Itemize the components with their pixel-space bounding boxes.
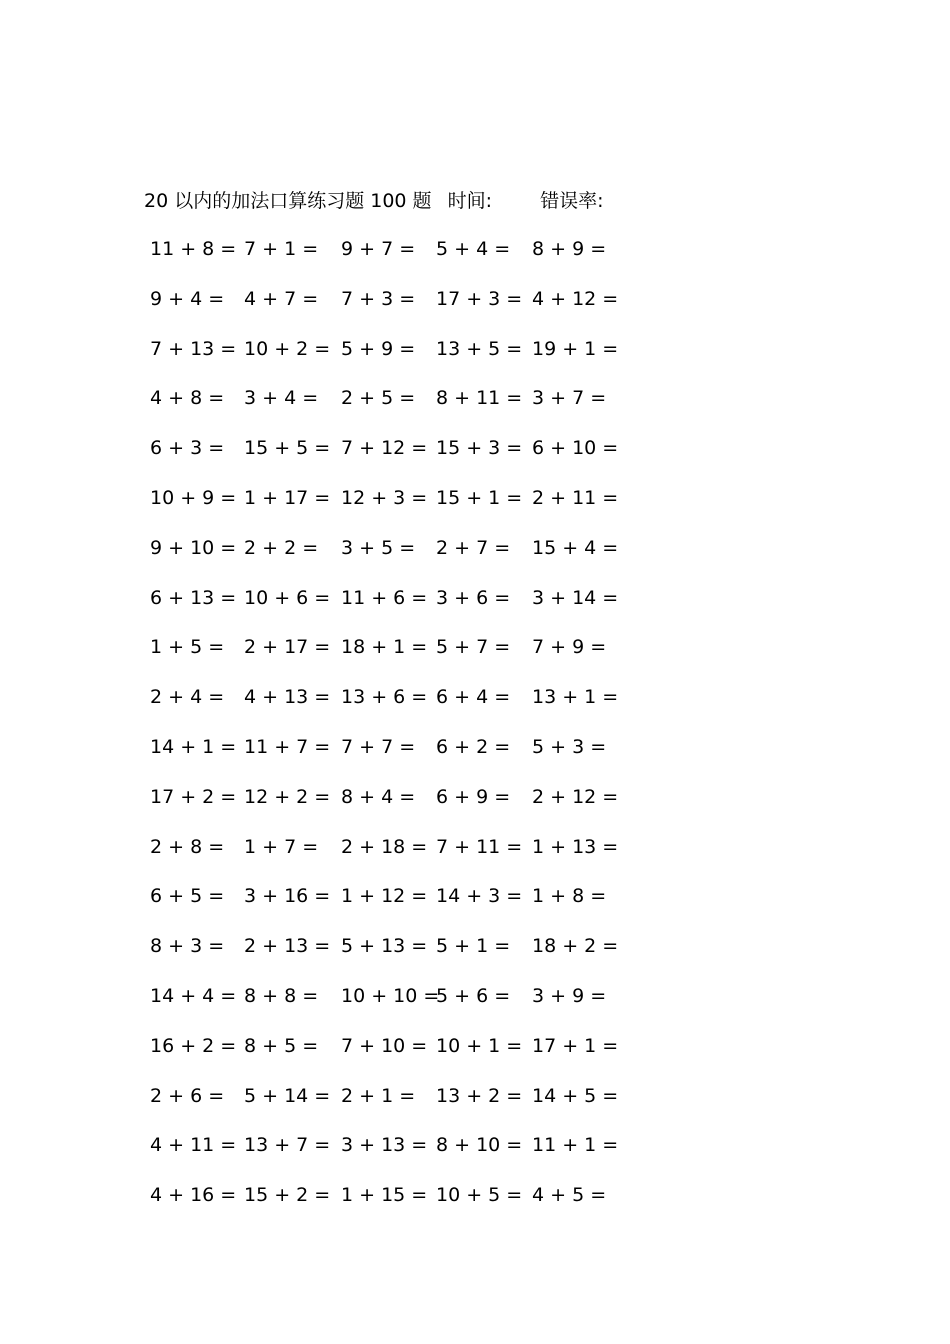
problem-row — [0, 532, 950, 582]
problem-cell: 11 + 8 = — [150, 238, 237, 260]
problem-row — [0, 1129, 950, 1179]
problem-cell: 5 + 14 = — [244, 1084, 331, 1107]
problem-cell: 1 + 15 = — [341, 1184, 428, 1207]
problem-cell: 8 + 8 = — [244, 984, 319, 1007]
worksheet-title: 20 以内的加法口算练习题 100 题 — [144, 190, 432, 212]
problem-row — [0, 432, 950, 482]
problem-cell: 10 + 6 = — [244, 586, 331, 609]
problem-row — [0, 980, 950, 1030]
problem-cell: 14 + 1 = — [150, 735, 237, 758]
problem-row — [0, 631, 950, 681]
problem-cell: 3 + 7 = — [532, 387, 607, 410]
problem-cell: 6 + 5 = — [150, 885, 225, 908]
problem-row — [0, 880, 950, 930]
problem-cell: 7 + 3 = — [341, 287, 416, 310]
problem-cell: 4 + 11 = — [150, 1134, 237, 1157]
problem-cell: 7 + 7 = — [341, 735, 416, 758]
problem-cell: 17 + 3 = — [436, 287, 523, 310]
problem-cell: 13 + 6 = — [341, 686, 428, 709]
problem-cell: 8 + 5 = — [244, 1034, 319, 1057]
problem-cell: 2 + 11 = — [532, 486, 619, 509]
problem-row — [0, 781, 950, 831]
problem-row — [0, 283, 950, 333]
error-rate-label: 错误率: — [540, 190, 604, 212]
problem-cell: 14 + 3 = — [436, 885, 523, 908]
problem-cell: 14 + 5 = — [532, 1084, 619, 1107]
problem-cell: 6 + 9 = — [436, 785, 511, 808]
problem-cell: 5 + 13 = — [341, 935, 428, 958]
problem-cell: 10 + 10 = — [341, 984, 440, 1007]
problem-cell: 7 + 1 = — [244, 238, 319, 260]
problem-cell: 2 + 1 = — [341, 1084, 416, 1107]
problem-cell: 11 + 6 = — [341, 586, 428, 609]
problem-cell: 5 + 6 = — [436, 984, 511, 1007]
problem-cell: 17 + 2 = — [150, 785, 237, 808]
problem-cell: 7 + 10 = — [341, 1034, 428, 1057]
problem-cell: 7 + 11 = — [436, 835, 523, 858]
problem-cell: 13 + 7 = — [244, 1134, 331, 1157]
problem-cell: 2 + 5 = — [341, 387, 416, 410]
problem-cell: 11 + 1 = — [532, 1134, 619, 1157]
problem-cell: 15 + 1 = — [436, 486, 523, 509]
problem-cell: 13 + 5 = — [436, 337, 523, 360]
problem-cell: 3 + 16 = — [244, 885, 331, 908]
problem-row — [0, 382, 950, 432]
problem-cell: 5 + 3 = — [532, 735, 607, 758]
problem-cell: 15 + 5 = — [244, 437, 331, 460]
problem-cell: 12 + 2 = — [244, 785, 331, 808]
problem-cell: 13 + 1 = — [532, 686, 619, 709]
problem-cell: 2 + 18 = — [341, 835, 428, 858]
problem-cell: 19 + 1 = — [532, 337, 619, 360]
problem-cell: 5 + 4 = — [436, 238, 511, 260]
problem-cell: 9 + 7 = — [341, 238, 416, 260]
problem-row — [0, 731, 950, 781]
problem-cell: 4 + 13 = — [244, 686, 331, 709]
problem-cell: 10 + 5 = — [436, 1184, 523, 1207]
problem-cell: 8 + 10 = — [436, 1134, 523, 1157]
problem-cell: 14 + 4 = — [150, 984, 237, 1007]
problem-cell: 3 + 14 = — [532, 586, 619, 609]
problem-cell: 10 + 1 = — [436, 1034, 523, 1057]
problem-cell: 6 + 10 = — [532, 437, 619, 460]
problem-cell: 2 + 17 = — [244, 636, 331, 659]
problem-cell: 10 + 9 = — [150, 486, 237, 509]
problem-cell: 1 + 17 = — [244, 486, 331, 509]
problem-cell: 6 + 3 = — [150, 437, 225, 460]
problem-cell: 1 + 12 = — [341, 885, 428, 908]
problem-cell: 18 + 2 = — [532, 935, 619, 958]
problem-cell: 2 + 12 = — [532, 785, 619, 808]
problem-cell: 1 + 5 = — [150, 636, 225, 659]
problem-cell: 4 + 16 = — [150, 1184, 237, 1207]
problem-row — [0, 1080, 950, 1130]
problem-cell: 16 + 2 = — [150, 1034, 237, 1057]
problem-cell: 2 + 4 = — [150, 686, 225, 709]
problem-row — [0, 482, 950, 532]
problem-cell: 2 + 7 = — [436, 536, 511, 559]
time-label: 时间: — [447, 190, 493, 212]
problem-cell: 8 + 3 = — [150, 935, 225, 958]
problem-cell: 11 + 7 = — [244, 735, 331, 758]
problem-cell: 1 + 8 = — [532, 885, 607, 908]
problem-cell: 9 + 10 = — [150, 536, 237, 559]
problem-cell: 17 + 1 = — [532, 1034, 619, 1057]
problem-row — [0, 582, 950, 632]
problem-cell: 2 + 8 = — [150, 835, 225, 858]
problem-cell: 6 + 4 = — [436, 686, 511, 709]
problem-cell: 7 + 13 = — [150, 337, 237, 360]
problem-cell: 12 + 3 = — [341, 486, 428, 509]
problem-cell: 5 + 7 = — [436, 636, 511, 659]
problem-cell: 6 + 2 = — [436, 735, 511, 758]
problem-cell: 3 + 13 = — [341, 1134, 428, 1157]
problem-cell: 6 + 13 = — [150, 586, 237, 609]
problem-row — [0, 681, 950, 731]
problem-cell: 3 + 5 = — [341, 536, 416, 559]
problem-cell: 18 + 1 = — [341, 636, 428, 659]
problem-cell: 2 + 13 = — [244, 935, 331, 958]
problem-cell: 7 + 12 = — [341, 437, 428, 460]
problem-cell: 5 + 1 = — [436, 935, 511, 958]
problem-cell: 1 + 7 = — [244, 835, 319, 858]
problem-cell: 4 + 8 = — [150, 387, 225, 410]
problem-cell: 3 + 4 = — [244, 387, 319, 410]
problem-cell: 3 + 9 = — [532, 984, 607, 1007]
problem-row — [0, 930, 950, 980]
problem-cell: 3 + 6 = — [436, 586, 511, 609]
problem-cell: 13 + 2 = — [436, 1084, 523, 1107]
problem-cell: 9 + 4 = — [150, 287, 225, 310]
problem-cell: 2 + 6 = — [150, 1084, 225, 1107]
problem-cell: 5 + 9 = — [341, 337, 416, 360]
problem-row — [0, 333, 950, 383]
problem-cell: 7 + 9 = — [532, 636, 607, 659]
problem-cell: 15 + 4 = — [532, 536, 619, 559]
problem-grid — [0, 233, 950, 1229]
problem-cell: 4 + 7 = — [244, 287, 319, 310]
problem-row — [0, 1179, 950, 1229]
problem-cell: 4 + 5 = — [532, 1184, 607, 1207]
problem-cell: 1 + 13 = — [532, 835, 619, 858]
problem-cell: 8 + 11 = — [436, 387, 523, 410]
problem-cell: 8 + 4 = — [341, 785, 416, 808]
problem-cell: 10 + 2 = — [244, 337, 331, 360]
problem-row — [0, 831, 950, 881]
problem-row — [0, 233, 950, 283]
problem-cell: 8 + 9 = — [532, 238, 607, 260]
problem-cell: 4 + 12 = — [532, 287, 619, 310]
problem-cell: 15 + 2 = — [244, 1184, 331, 1207]
problem-cell: 2 + 2 = — [244, 536, 319, 559]
worksheet-header — [144, 186, 603, 216]
problem-cell: 15 + 3 = — [436, 437, 523, 460]
problem-row — [0, 1030, 950, 1080]
